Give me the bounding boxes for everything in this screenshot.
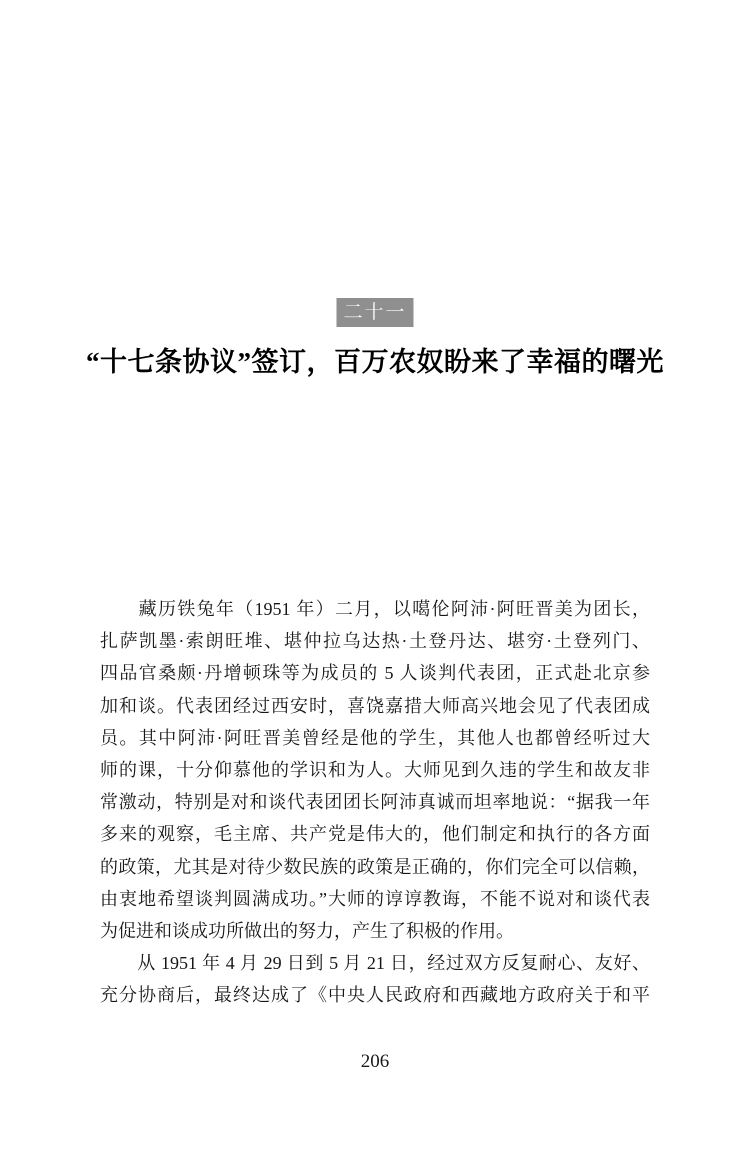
body-line: 师的课，十分仰慕他的学识和为人。大师见到久违的学生和故友非 xyxy=(100,759,650,780)
body-line: 藏历铁兔年（1951 年）二月，以噶伦阿沛·阿旺晋美为团长， xyxy=(100,599,650,619)
body-line: 员。其中阿沛·阿旺晋美曾经是他的学生，其他人也都曾经听过大 xyxy=(100,727,650,748)
page-number: 206 xyxy=(360,1051,390,1072)
body-line-paragraph-end: 为促进和谈成功所做出的努力，产生了积极的作用。 xyxy=(100,920,514,941)
body-line: 的政策，尤其是对待少数民族的政策是正确的，你们完全可以信赖， xyxy=(100,856,650,877)
body-line: 四品官桑颇·丹增顿珠等为成员的 5 人谈判代表团，正式赴北京参 xyxy=(100,663,650,684)
body-line: 扎萨凯墨·索朗旺堆、堪仲拉乌达热·土登丹达、堪穷·土登列门、 xyxy=(100,631,650,652)
body-line: 从 1951 年 4 月 29 日到 5 月 21 日，经过双方反复耐心、友好、 xyxy=(100,953,650,974)
body-line: 加和谈。代表团经过西安时，喜饶嘉措大师高兴地会见了代表团成 xyxy=(100,695,650,716)
body-text xyxy=(100,593,650,1011)
chapter-number-box: 二十一 xyxy=(336,298,413,327)
chapter-title: “十七条协议”签订，百万农奴盼来了幸福的曙光 xyxy=(86,347,664,377)
body-line: 由衷地希望谈判圆满成功。”大师的谆谆教诲，不能不说对和谈代表 xyxy=(100,888,650,909)
body-line: 多来的观察，毛主席、共产党是伟大的，他们制定和执行的各方面 xyxy=(100,824,650,845)
body-line: 常激动，特别是对和谈代表团团长阿沛真诚而坦率地说：“据我一年 xyxy=(100,792,650,813)
body-line: 充分协商后，最终达成了《中央人民政府和西藏地方政府关于和平 xyxy=(100,985,650,1006)
